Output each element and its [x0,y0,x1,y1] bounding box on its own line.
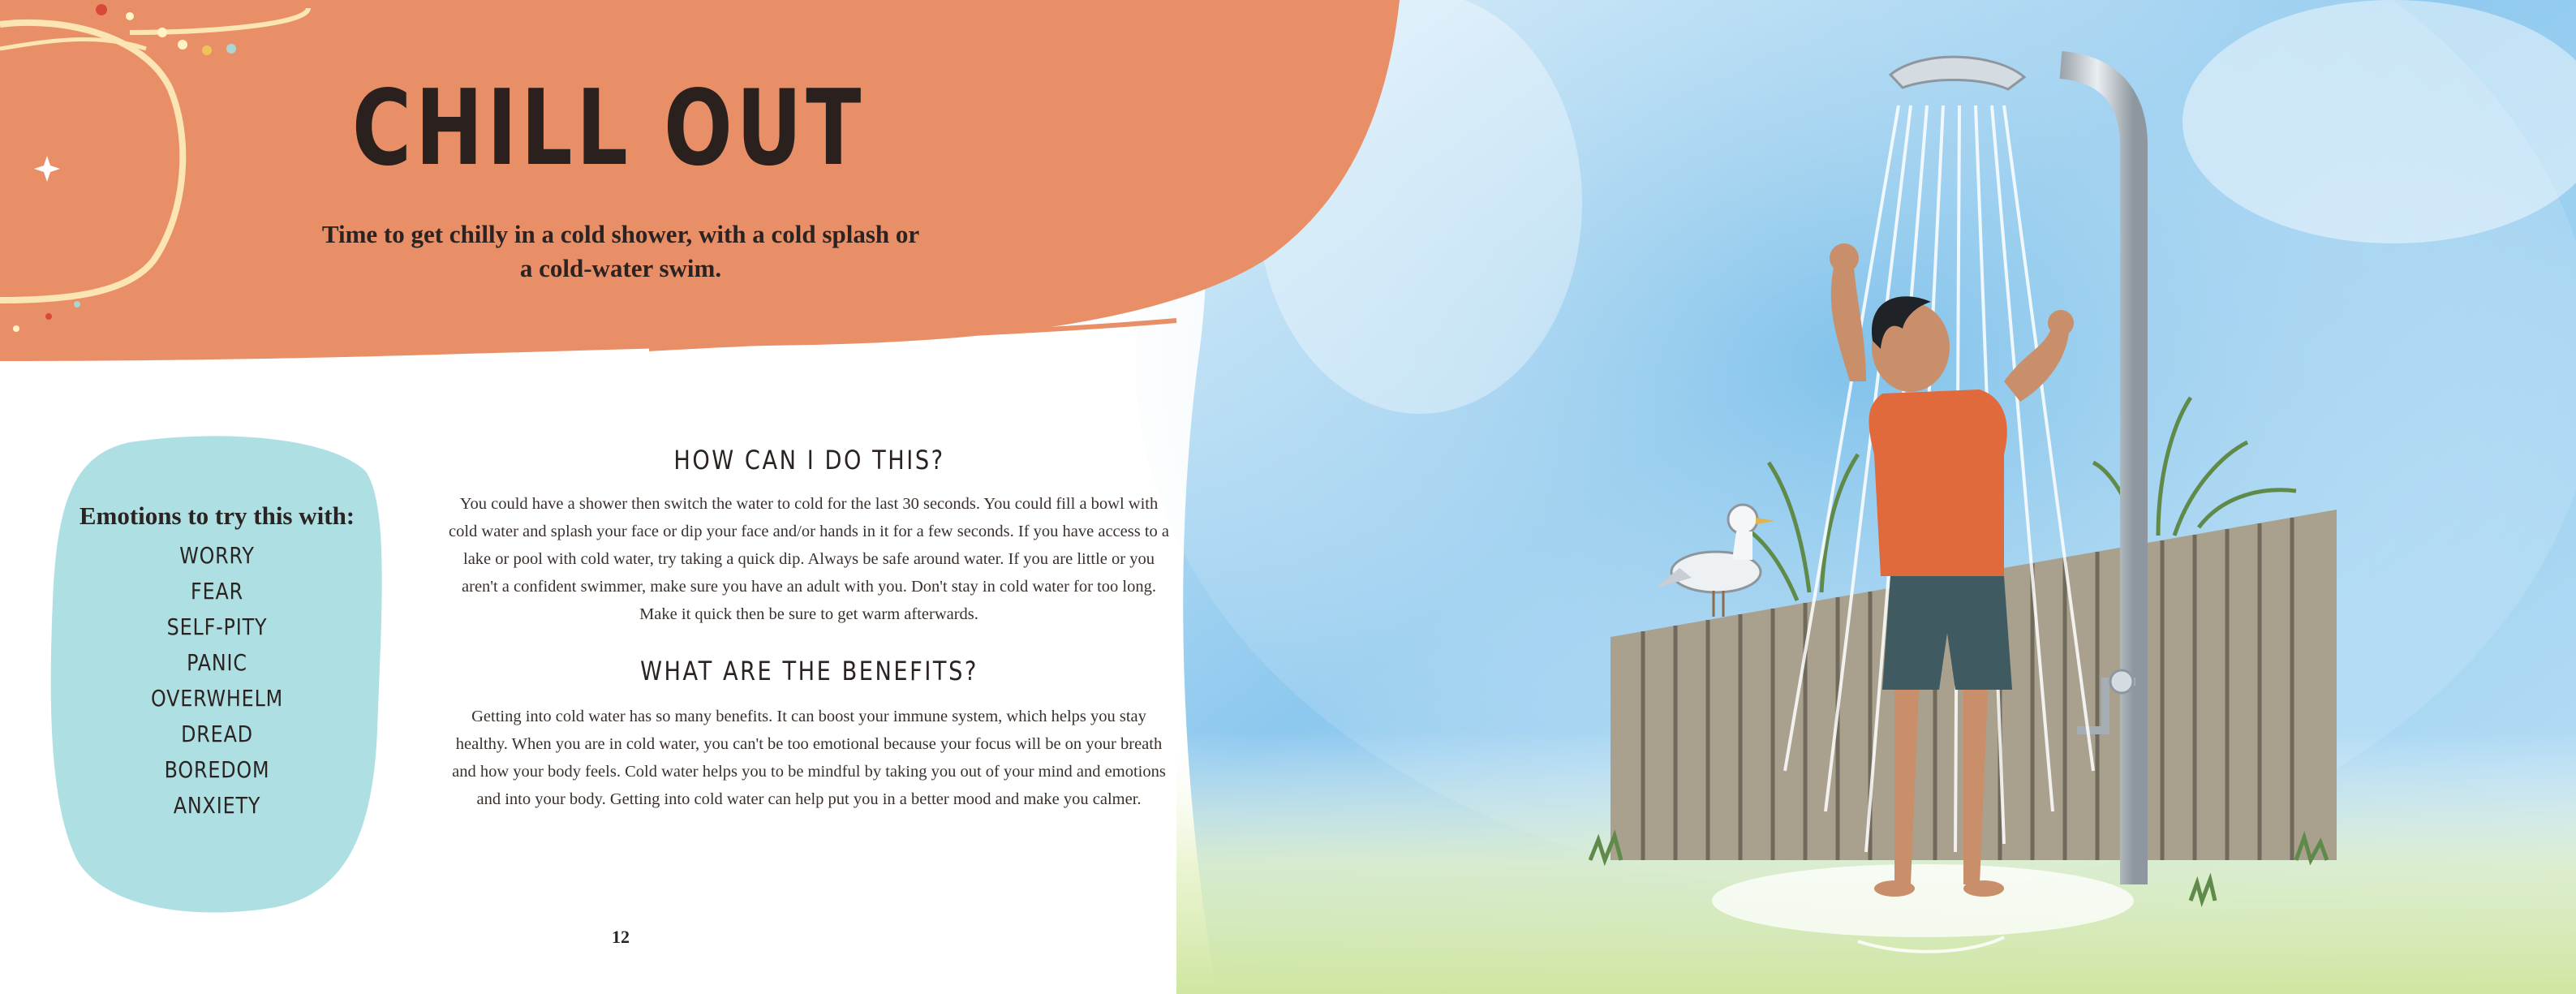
emotion-item: OVERWHELM [150,685,284,712]
emotion-item: PANIC [187,649,247,676]
emotion-item: WORRY [179,542,255,569]
emotion-item: FEAR [191,578,243,605]
emotion-item: BOREDOM [164,756,270,783]
page-number: 12 [612,927,630,947]
page-subtitle: Time to get chilly in a cold shower, with a cold splash or a cold-water swim. [321,220,920,282]
section-heading-how: HOW CAN I DO THIS? [673,445,945,475]
emotion-item: SELF-PITY [166,613,268,640]
section-body-benefits: Getting into cold water has so many benefits. It can boost your immune system, which helps you stay healthy. When you are in cold water, you can't be too emotional because your focus will be on your breath and how your body feels. Cold water helps you to be mindful by taking you out of your mind and emotions and into your body. Getting into cold water can help put you in a better mood and make you calmer. [452,708,1166,808]
emotion-item: DREAD [181,721,253,747]
emotions-heading: Emotions to try this with: [79,501,355,530]
emotions-box [77,499,357,824]
page-title: CHILL OUT [351,68,866,189]
section-body-how: You could have a shower then switch the water to cold for the last 30 seconds. You could fill a bowl with cold water and splash your face or dip your face and/or hands in it for a few seconds. If you have access to a lake or pool with cold water, try taking a quick dip. Always be safe around water. If you are little or you aren't a confident swimmer, make sure you have an adult with you. Don't stay in cold water for too long. Make it quick then be sure to get warm afterwards. [448,495,1169,623]
section-heading-benefits: WHAT ARE THE BENEFITS? [640,656,978,686]
emotion-item: ANXIETY [173,792,261,819]
